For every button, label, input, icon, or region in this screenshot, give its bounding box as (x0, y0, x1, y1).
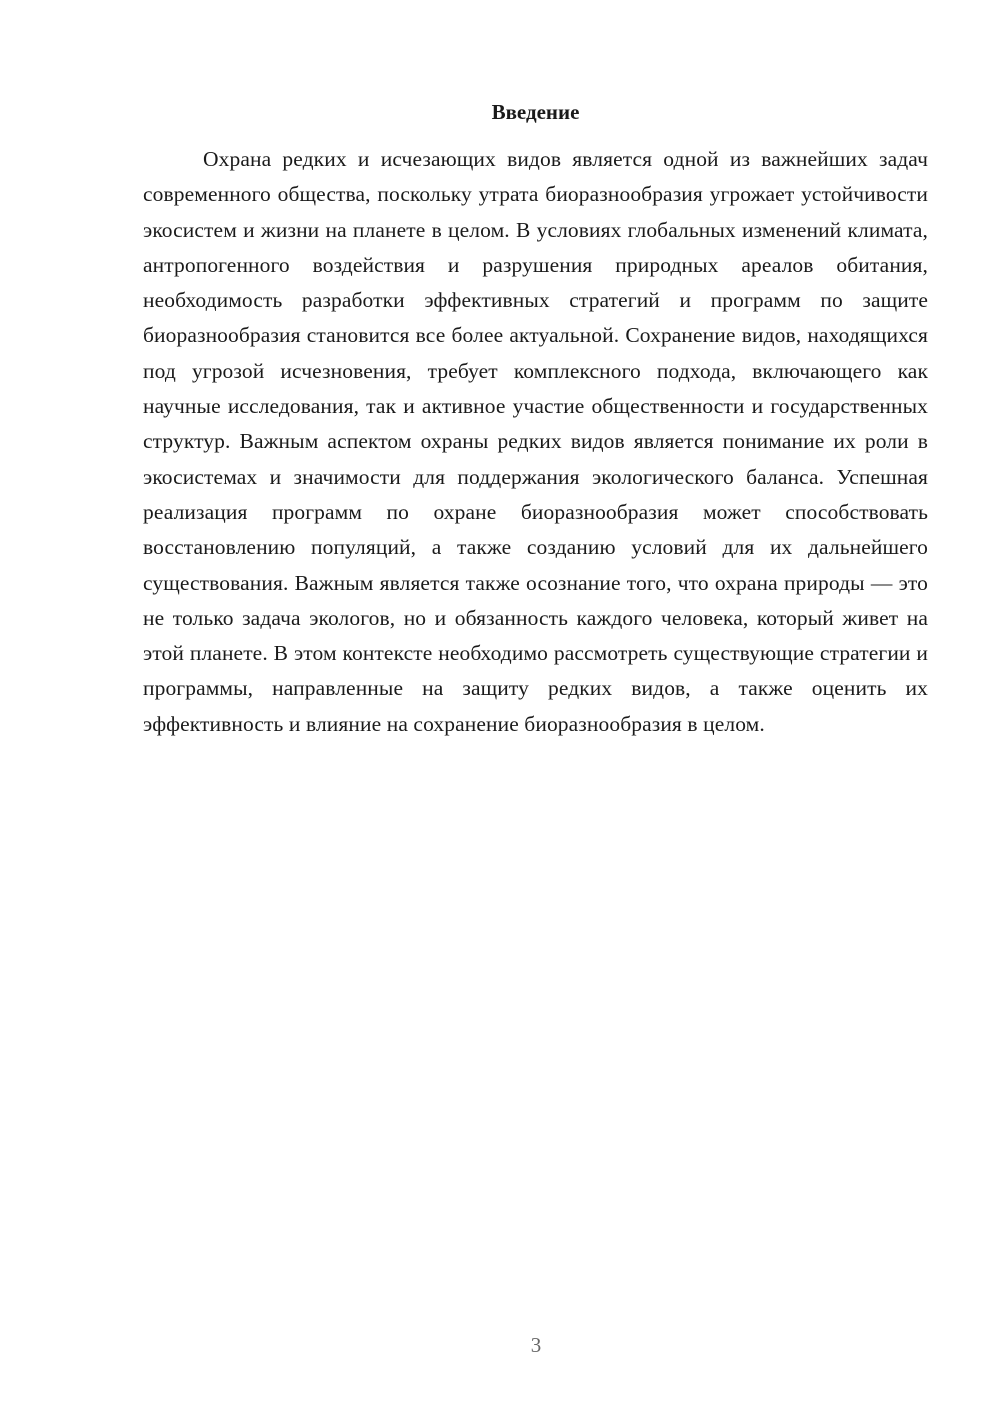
page-title: Введение (491, 100, 580, 124)
body-paragraph: Охрана редких и исчезающих видов является одной из важнейших задач современного общества, поскольку утрата биоразнообразия угрожает устойчивости экосистем и жизни на планете в целом. В условиях глобальных изменений климата, антропогенного воздействия и разрушения природных ареалов обитания, необходимость разработки эффективных стратегий и программ по защите биоразнообразия становится все более актуальной. Сохранение видов, находящихся под угрозой исчезновения, требует комплексного подхода, включающего как научные исследования, так и активное участие общественности и государственных структур. Важным аспектом охраны редких видов является понимание их роли в экосистемах и значимости для поддержания экологического баланса. Успешная реализация программ по охране биоразнообразия может способствовать восстановлению популяций, а также созданию условий для их дальнейшего существования. Важным является также осознание того, что охрана природы — это не только задача экологов, но и обязанность каждого человека, который живет на этой планете. В этом контексте необходимо рассмотреть существующие стратегии и программы, направленные на защиту редких видов, а также оценить их эффективность и влияние на сохранение биоразнообразия в целом. (143, 147, 928, 736)
page-number: 3 (530, 1333, 542, 1357)
heading-container (143, 98, 928, 126)
